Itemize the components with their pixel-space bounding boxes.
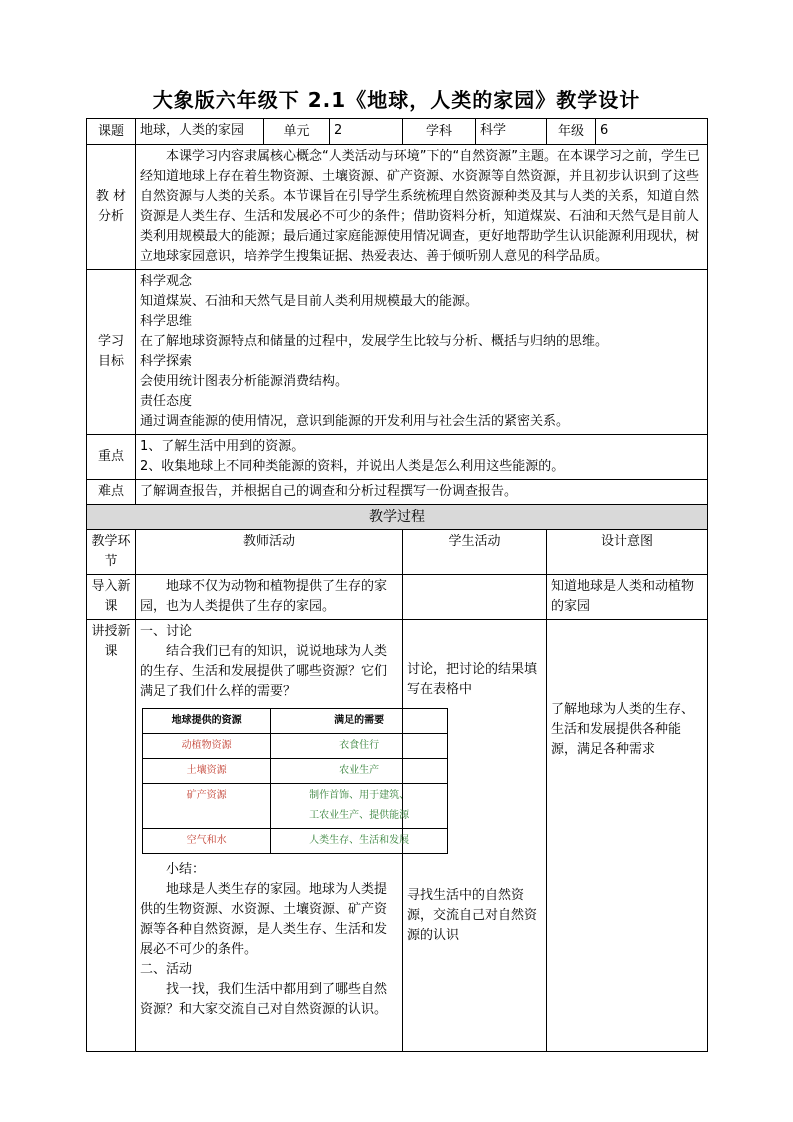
resource-need: 衣食住行 (271, 734, 448, 759)
col-stage: 教学环节 (87, 530, 136, 575)
goal-heading: 科学观念 (140, 274, 193, 289)
lesson-plan-table (86, 118, 708, 1052)
resource-name: 动植物资源 (143, 734, 271, 759)
resource-name: 矿产资源 (143, 784, 271, 829)
analysis-text: 本课学习内容隶属核心概念“人类活动与环境”下的“自然资源”主题。在本课学习之前，学生已经知道地球上存在着生物资源、土壤资源、矿产资源、水资源等自然资源，并且初步认识到了这些自然资源与人类的关系。本节课旨在引导学生系统梳理自然资源种类及其与人类的关系，知道自然资源是人类生存、生活和发展必不可少的条件；借助资料分析，知道煤炭、石油和天然气是目前人类利用规模最大的能源；最后通过家庭能源使用情况调查，更好地帮助学生认识能源利用现状，树立地球家园意识，培养学生搜集证据、热爱表达、善于倾听别人意见的科学品质。 (136, 145, 708, 270)
grade-value: 6 (596, 119, 708, 145)
goal-item: 会使用统计图表分析能源消费结构。 (140, 374, 349, 389)
key-item: 2、收集地球上不同种类能源的资料，并说出人类是怎么利用这些能源的。 (140, 459, 565, 474)
col-teacher: 教师活动 (136, 530, 403, 575)
subject-value: 科学 (476, 119, 547, 145)
student-search: 寻找生活中的自然资源，交流自己对自然资源的认识 (407, 888, 538, 943)
course-value: 地球，人类的家园 (136, 119, 264, 145)
key-item: 1、了解生活中用到的资源。 (140, 439, 305, 454)
goal-heading: 科学思维 (140, 314, 193, 329)
resource-row (143, 784, 448, 829)
resource-row (143, 829, 448, 854)
col-intent: 设计意图 (547, 530, 708, 575)
section-heading: 一、讨论 (140, 624, 193, 639)
goals-row (87, 270, 708, 435)
section-heading: 二、活动 (140, 962, 193, 977)
intro-intent: 知道地球是人类和动植物的家园 (547, 575, 708, 620)
key-content (136, 435, 708, 480)
goals-content (136, 270, 708, 435)
course-label: 课题 (87, 119, 136, 145)
need-col-header: 满足的需要 (271, 709, 448, 734)
resource-col-header: 地球提供的资源 (143, 709, 271, 734)
teach-stage: 讲授新课 (87, 620, 136, 1052)
key-points-row (87, 435, 708, 480)
summary-label: 小结： (166, 862, 206, 877)
teach-student (403, 620, 547, 1052)
goal-item: 通过调查能源的使用情况，意识到能源的开发利用与社会生活的紧密关系。 (140, 414, 570, 429)
grade-label: 年级 (547, 119, 596, 145)
goal-item: 知道煤炭、石油和天然气是目前人类利用规模最大的能源。 (140, 294, 479, 309)
intro-row (87, 575, 708, 620)
goal-item: 在了解地球资源特点和储量的过程中，发展学生比较与分析、概括与归纳的思维。 (140, 334, 609, 349)
summary-text: 地球是人类生存的家园。地球为人类提供的生物资源、水资源、土壤资源、矿产资源等各种自然资源，是人类生存、生活和发展必不可少的条件。 (140, 882, 388, 957)
process-header-row (87, 505, 708, 530)
col-student: 学生活动 (403, 530, 547, 575)
resource-need: 人类生存、生活和发展 (271, 829, 448, 854)
process-columns-row (87, 530, 708, 575)
discussion-text: 结合我们已有的知识，说说地球为人类的生存、生活和发展提供了哪些资源？它们满足了我们什么样的需要？ (140, 644, 388, 699)
goal-heading: 责任态度 (140, 394, 193, 409)
student-discussion: 讨论，把讨论的结果填写在表格中 (407, 662, 538, 697)
page-title: 大象版六年级下 2.1《地球，人类的家园》教学设计 (152, 88, 641, 112)
analysis-row (87, 145, 708, 270)
teach-teacher (136, 620, 410, 1052)
analysis-label: 教 材 分析 (87, 145, 136, 270)
intro-stage: 导入新课 (87, 575, 136, 620)
unit-value: 2 (330, 119, 403, 145)
key-label: 重点 (87, 435, 136, 480)
unit-label: 单元 (264, 119, 330, 145)
difficult-text: 了解调查报告，并根据自己的调查和分析过程撰写一份调查报告。 (136, 480, 708, 505)
intent-text: 了解地球为人类的生存、生活和发展提供各种能源，满足各种需求 (551, 702, 695, 757)
info-row (87, 119, 708, 145)
teach-row (87, 620, 708, 1052)
teach-intent (547, 620, 708, 1052)
resource-need: 制作首饰、用于建筑、 工农业生产、提供能源 (271, 784, 448, 829)
activity-text: 找一找，我们生活中都用到了哪些自然资源？和大家交流自己对自然资源的认识。 (140, 982, 388, 1017)
difficult-label: 难点 (87, 480, 136, 505)
difficult-row (87, 480, 708, 505)
resource-need: 农业生产 (271, 759, 448, 784)
goals-label: 学习 目标 (87, 270, 136, 435)
process-header: 教学过程 (87, 505, 708, 530)
resource-name: 空气和水 (143, 829, 271, 854)
goal-heading: 科学探索 (140, 354, 193, 369)
resource-name: 土壤资源 (143, 759, 271, 784)
subject-label: 学科 (403, 119, 476, 145)
intro-student (403, 575, 547, 620)
intro-teacher: 地球不仅为动物和植物提供了生存的家园，也为人类提供了生存的家园。 (136, 575, 403, 620)
